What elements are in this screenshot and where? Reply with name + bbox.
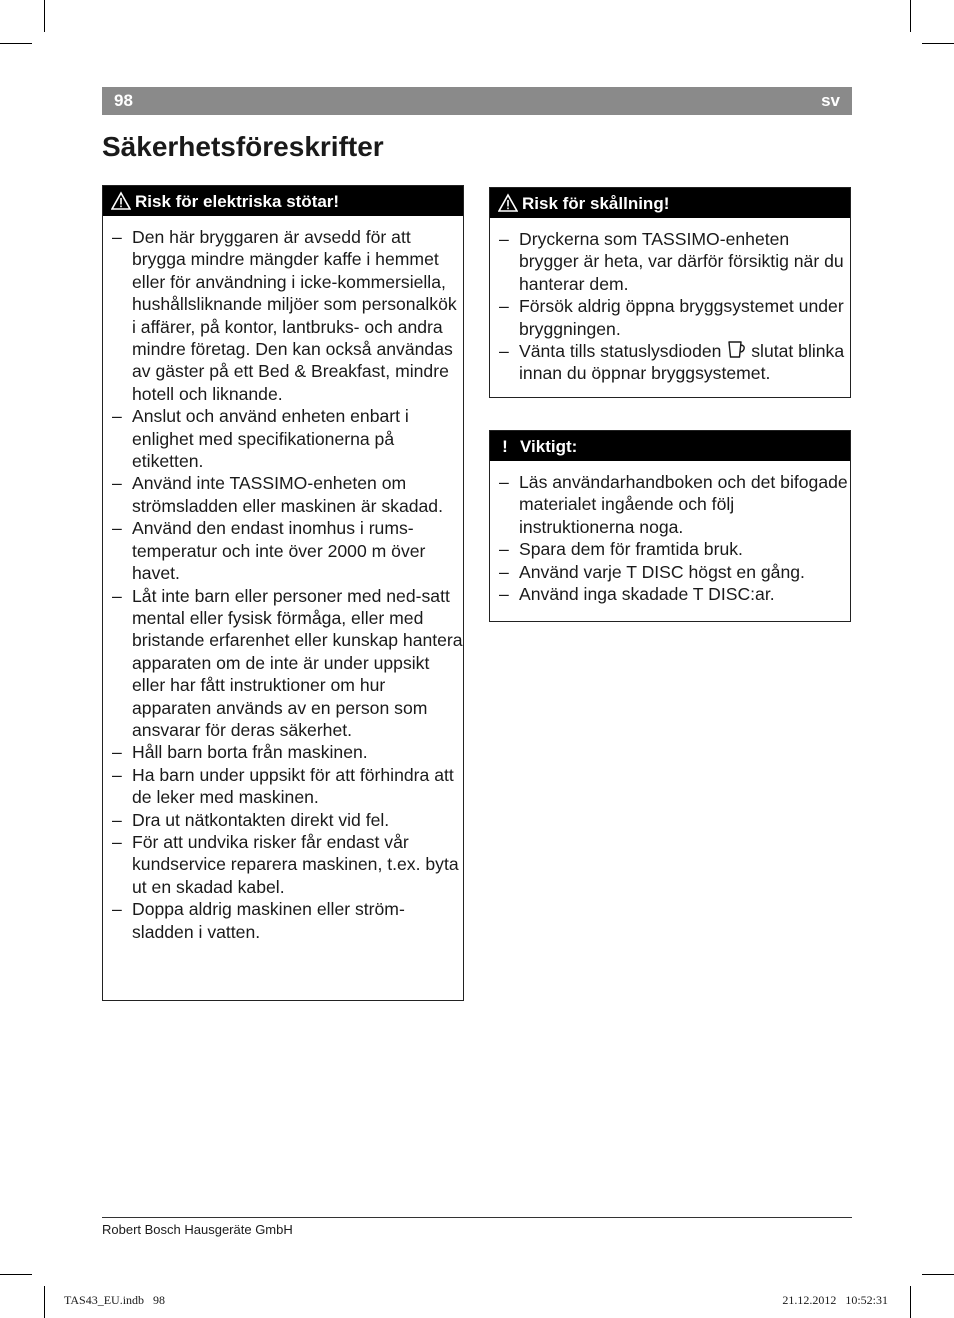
page-number: 98 <box>114 91 133 110</box>
cup-icon <box>726 340 746 360</box>
print-slug-datetime: 21.12.2012 10:52:31 <box>782 1293 888 1307</box>
list-item: – Doppa aldrig maskinen eller ström-sladden i vatten. <box>103 898 463 943</box>
electric-shock-heading <box>103 186 463 216</box>
important-heading <box>490 431 850 461</box>
page-title: Säkerhetsföreskrifter <box>102 131 384 162</box>
led-item-text-before: Vänta tills statuslysdioden <box>519 341 722 362</box>
crop-mark <box>44 1286 45 1318</box>
footer-company: Robert Bosch Hausgeräte GmbH <box>102 1222 293 1237</box>
crop-mark <box>0 1274 32 1275</box>
led-item-text-after: slutat blinka innan du öppnar bryggsystemet. <box>519 341 845 384</box>
crop-mark <box>922 43 954 44</box>
scald-risk-list <box>490 218 850 385</box>
footer-divider <box>102 1217 852 1218</box>
language-code: sv <box>821 91 840 110</box>
scald-risk-box <box>489 187 851 398</box>
important-heading-text: Viktigt: <box>520 436 578 456</box>
crop-mark <box>922 1274 954 1275</box>
exclamation-icon: ! <box>502 436 508 456</box>
electric-shock-box <box>102 185 464 1001</box>
list-item: – Använd inga skadade T DISC:ar. <box>490 583 850 605</box>
electric-shock-heading-text: Risk för elektriska stötar! <box>135 191 340 211</box>
list-item <box>490 340 850 385</box>
crop-mark <box>0 43 32 44</box>
warning-triangle-icon <box>111 191 131 211</box>
page-header-bar <box>102 87 852 115</box>
crop-mark <box>44 0 45 32</box>
list-item: – Använd varje T DISC högst en gång. <box>490 561 850 583</box>
important-list <box>490 461 850 605</box>
scald-risk-heading-text: Risk för skållning! <box>522 193 670 213</box>
electric-shock-list <box>103 216 463 943</box>
list-item: – Dra ut nätkontakten direkt vid fel. <box>103 809 463 831</box>
warning-triangle-icon <box>498 193 518 213</box>
important-box <box>489 430 851 622</box>
list-item: – Låt inte barn eller personer med ned-satt mental eller fysisk förmåga, eller med bristande erfarenhet eller kunskap hantera apparaten om de inte är under uppsikt eller har fått instruktioner om hur apparaten används av en person som ansvarar för deras säkerhet. <box>103 585 463 742</box>
list-item: – Den här bryggaren är avsedd för att brygga mindre mängder kaffe i hemmet eller för användning i icke-kommersiella, hushållsliknande miljöer som personalkök i affärer, på kontor, lantbruks- och andra mindre företag. Den kan också användas av gäster på ett Bed & Breakfast, mindre hotell och liknande. <box>103 226 463 405</box>
list-item: – Använd inte TASSIMO-enheten om strömsladden eller maskinen är skadad. <box>103 472 463 517</box>
crop-mark <box>910 1286 911 1318</box>
list-item: – Använd den endast inomhus i rums-temperatur och inte över 2000 m över havet. <box>103 517 463 584</box>
crop-mark <box>910 0 911 32</box>
list-item: – Spara dem för framtida bruk. <box>490 538 850 560</box>
list-item: – Läs användarhandboken och det bifogade materialet ingående och följ instruktionerna noga. <box>490 471 850 538</box>
list-item: – Anslut och använd enheten enbart i enlighet med specifikationerna på etiketten. <box>103 405 463 472</box>
list-item: – Dryckerna som TASSIMO-enheten brygger är heta, var därför försiktig när du hanterar dem. <box>490 228 850 295</box>
scald-risk-heading <box>490 188 850 218</box>
list-item: – Försök aldrig öppna bryggsystemet under bryggningen. <box>490 295 850 340</box>
print-slug-file: TAS43_EU.indb 98 <box>64 1293 166 1307</box>
list-item: – Håll barn borta från maskinen. <box>103 741 463 763</box>
list-item: – Ha barn under uppsikt för att förhindra att de leker med maskinen. <box>103 764 463 809</box>
list-item: – För att undvika risker får endast vår kundservice reparera maskinen, t.ex. byta ut en skadad kabel. <box>103 831 463 898</box>
